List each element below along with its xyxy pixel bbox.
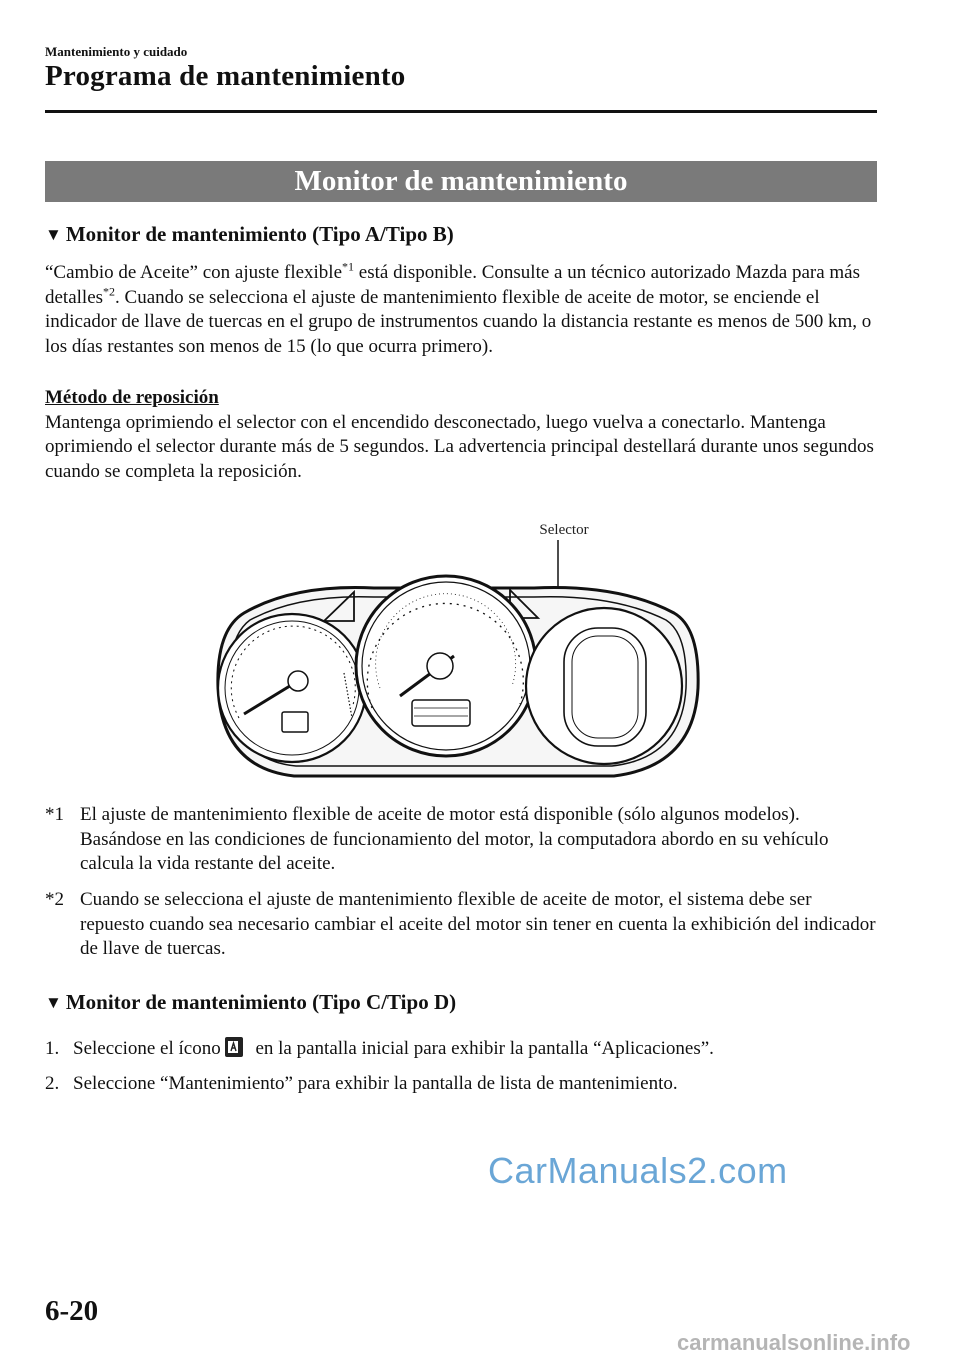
- intro-text-3: . Cuando se selecciona el ajuste de mantenimiento flexible de aceite de motor, se enciende el indicador de llave de tuercas en el grupo de instrumentos cuando la distancia restante es menos de 500 km, o los días restantes son menos de 15 (lo que ocurra primero).: [45, 286, 872, 357]
- instrument-cluster-figure: [214, 518, 700, 780]
- footnote-1-text: El ajuste de mantenimiento flexible de aceite de motor está disponible (sólo algunos modelos). Basándose en las condiciones de funcionamiento del motor, la computadora abordo en su vehículo calcula la vida restante del aceite.: [80, 804, 829, 874]
- footer-site-mark: carmanualsonline.info: [677, 1330, 911, 1355]
- footnote-2-text: Cuando se selecciona el ajuste de mantenimiento flexible de aceite de motor, el sistema debe ser repuesto cuando sea necesario cambiar el aceite del motor sin tener en cuenta la exhibición del indicador de llave de tuercas.: [80, 889, 876, 959]
- footnote-ref-2: *2: [103, 284, 116, 299]
- watermark-logo-text: CarManuals2.com: [488, 1150, 788, 1191]
- step-1: [45, 1035, 877, 1061]
- step-1-text-before: Seleccione el ícono: [73, 1038, 221, 1059]
- intro-paragraph: [45, 261, 877, 359]
- page-number: 6-20: [45, 1295, 99, 1327]
- left-gauge: [218, 614, 366, 762]
- instrument-cluster-illustration: [214, 518, 700, 780]
- section-heading-ab-text: Monitor de mantenimiento (Tipo A/Tipo B): [65, 222, 454, 246]
- reset-method-text: Mantenga oprimiendo el selector con el encendido desconectado, luego vuelva a conectarlo. Mantenga oprimiendo el selector durante más de 5 segundos. La advertencia principal destellará durante unos segundos cuando se completa la reposición.: [45, 411, 874, 482]
- step-1-number: 1.: [45, 1038, 60, 1059]
- step-1-text-after: en la pantalla inicial para exhibir la pantalla “Aplicaciones”.: [250, 1038, 714, 1059]
- step-2: [45, 1072, 877, 1096]
- chapter-label: Mantenimiento y cuidado: [45, 44, 188, 59]
- step-2-text: Seleccione “Mantenimiento” para exhibir la pantalla de lista de mantenimiento.: [73, 1073, 678, 1094]
- step-2-number: 2.: [45, 1073, 60, 1094]
- title-divider: [45, 110, 877, 113]
- section-heading-cd-text: Monitor de mantenimiento (Tipo C/Tipo D): [65, 990, 457, 1014]
- triangle-down-icon: ▼: [45, 993, 62, 1012]
- footnote-2-mark: *2: [45, 889, 64, 910]
- selector-callout-label: Selector: [539, 522, 589, 538]
- center-gauge: [356, 576, 536, 756]
- section-heading-ab: [45, 222, 454, 247]
- triangle-down-icon: ▼: [45, 225, 62, 244]
- reset-method-heading: Método de reposición: [45, 387, 219, 408]
- footnote-2: [45, 888, 877, 962]
- applications-icon: [223, 1035, 245, 1059]
- footnote-1-mark: *1: [45, 804, 64, 825]
- footnote-ref-1: *1: [342, 259, 355, 274]
- reset-method-block: [45, 386, 877, 484]
- section-heading-cd: [45, 990, 456, 1015]
- intro-text-1: “Cambio de Aceite” con ajuste flexible: [45, 262, 343, 283]
- right-display: [526, 608, 682, 764]
- intro-text-2: está disponible. Consulte a un técnico autorizado Mazda para más detalles: [45, 262, 861, 308]
- page-title: Programa de mantenimiento: [45, 60, 406, 92]
- section-banner: Monitor de mantenimiento: [45, 161, 877, 202]
- footnote-1: [45, 803, 877, 877]
